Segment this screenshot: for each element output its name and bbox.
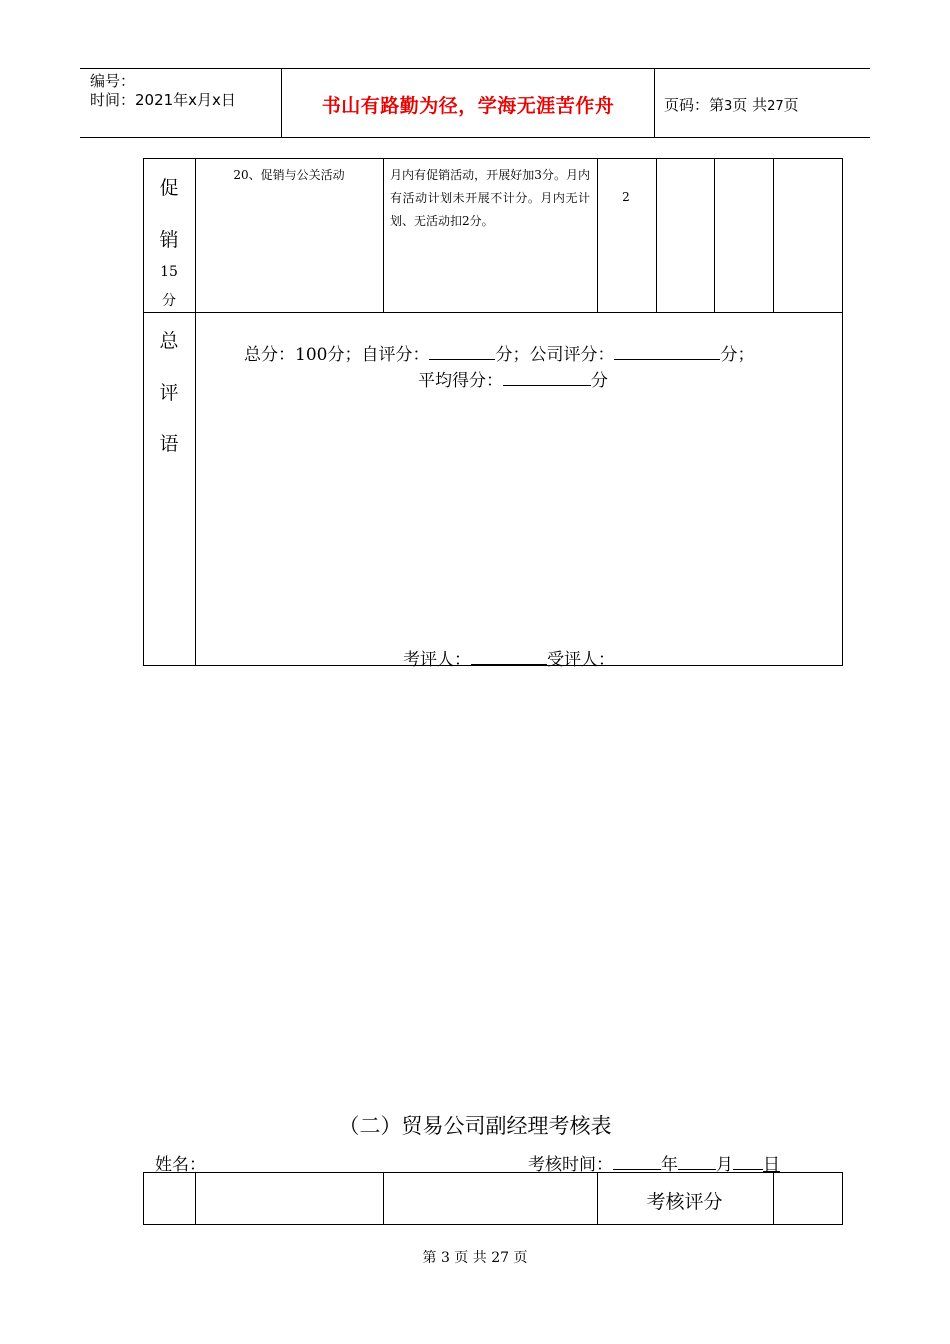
section-title: （二）贸易公司副经理考核表 — [338, 1114, 612, 1138]
promo-item: 20、促销与公关活动 — [233, 168, 345, 182]
summary-category-char: 语 — [159, 433, 179, 455]
average-score-line: 平均得分： 分 — [418, 371, 608, 391]
page-footer: 第 3 页 共 27 页 — [422, 1250, 528, 1266]
self-score-field[interactable] — [429, 344, 495, 360]
header-motto: 书山有路勤为径，学海无涯苦作舟 — [321, 95, 615, 117]
column-divider — [656, 159, 657, 312]
promo-category-char: 促 — [159, 177, 179, 199]
page-number: 3 — [724, 99, 733, 114]
total-score-line: 总分：100分；自评分： 分；公司评分： 分； — [244, 345, 755, 365]
column-divider — [195, 1173, 196, 1224]
column-divider — [773, 1173, 774, 1224]
summary-category-char: 总 — [159, 330, 179, 352]
column-divider — [714, 159, 715, 312]
promo-description: 月内有促销活动，开展好加3分。月内有活动计划未开展不计分。月内无计划、无活动扣2分。 — [390, 168, 590, 228]
column-divider — [195, 159, 196, 665]
company-score-field[interactable] — [614, 344, 720, 360]
time-label: 时间：2021年x月x日 — [90, 91, 236, 109]
header-meta — [90, 72, 236, 110]
column-divider — [383, 159, 384, 312]
promo-category-points: 15 — [160, 264, 178, 280]
promo-category-unit: 分 — [162, 293, 176, 309]
rating-header: 考核评分 — [646, 1191, 723, 1213]
assessment-time: 考核时间： 年 月 日 — [528, 1150, 780, 1175]
evaluation-table — [143, 158, 843, 666]
year-field[interactable] — [613, 1152, 661, 1170]
promo-score: 2 — [622, 190, 630, 204]
signature-line: 考评人： 受评人： — [403, 650, 615, 670]
serial-label: 编号： — [90, 72, 136, 90]
page-header — [80, 68, 870, 138]
column-divider — [383, 1173, 384, 1224]
header-page-info: 页码：第3页 共27页 — [664, 96, 799, 114]
column-divider — [773, 159, 774, 312]
day-field[interactable] — [733, 1152, 763, 1170]
page-total: 27 — [767, 99, 784, 114]
month-field[interactable] — [678, 1152, 716, 1170]
summary-category-char: 评 — [159, 382, 179, 404]
average-score-field[interactable] — [503, 370, 591, 386]
column-divider — [597, 159, 598, 312]
evaluator-field[interactable] — [471, 649, 547, 665]
header-divider — [654, 69, 655, 137]
promo-category-char: 销 — [159, 229, 179, 251]
name-label: 姓名： — [155, 1155, 206, 1175]
row-divider — [144, 312, 842, 313]
